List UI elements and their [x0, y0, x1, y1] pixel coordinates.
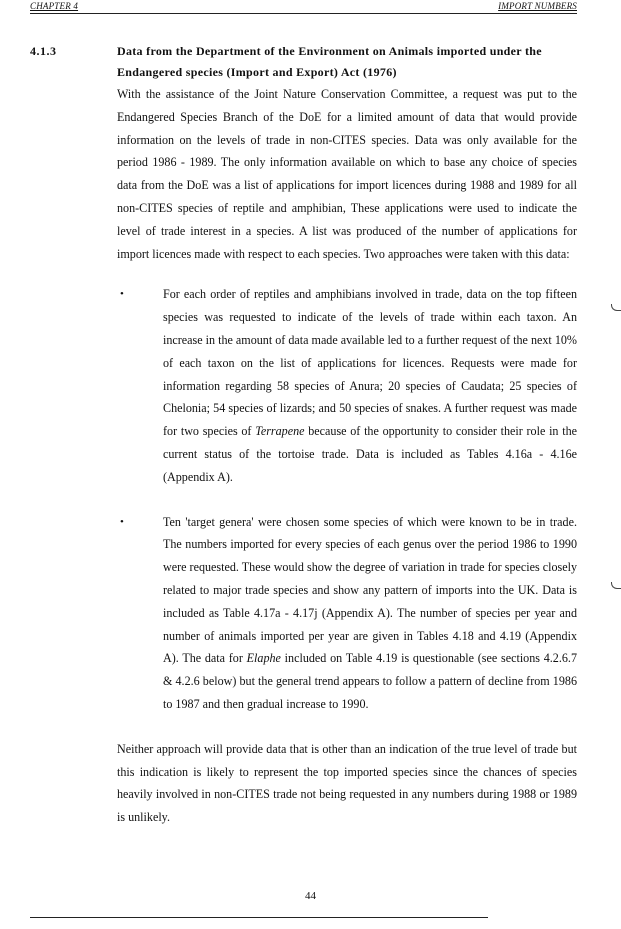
- bullet-text: because of the opportunity to consider their role in the current status of the tortoise trade. Data is included as Tables 4.16a - 4.16e (Appendix A).: [163, 424, 577, 484]
- intro-paragraph: With the assistance of the Joint Nature Conservation Committee, a request was put to the Endangered Species Branch of the DoE for a limited amount of data that would provide information on the levels of trade in non-CITES species. Data was only available for the period 1986 - 1989. The only information available on which to base any choice of species data from the DoE was a list of applications for import licences during 1988 and 1989 for all non-CITES species of reptile and amphibian, These applications were used to indicate the level of trade interest in a species. A list was produced of the number of applications for import licences made with respect to each species. Two approaches were taken with this data:: [117, 87, 577, 261]
- bullet-text: For each order of reptiles and amphibians involved in trade, data on the top fifteen species was requested to indicate of the levels of trade within each taxon. An increase in the amount of data made available led to a further request of the next 10% of each taxon on the list of applications for licences. Requests were made for information regarding 58 species of Anura; 20 species of Caudata; 25 species of Chelonia; 54 species of lizards; and 50 species of snakes. A further request was made for two species of: [163, 287, 577, 439]
- page-number: 44: [305, 889, 316, 902]
- section-heading: Data from the Department of the Environment on Animals imported under the Endangered species (Import and Export) Act (1976): [117, 44, 542, 79]
- bullet-item-1: [120, 283, 577, 488]
- section-number: 4.1.3: [30, 44, 57, 58]
- bullet-body: [163, 511, 577, 716]
- header-chapter: CHAPTER 4: [30, 1, 79, 11]
- page-footer: [30, 889, 577, 929]
- bullet-item-2: [120, 511, 577, 716]
- bullet-list: [120, 283, 577, 715]
- bullet-text: Ten 'target genera' were chosen some species of which were known to be in trade. The numbers imported for every species of each genus over the period 1986 to 1990 were requested. These would show the degree of variation in trade for species closely related to major trade species and show any pattern of imports into the UK. Data is included as Table 4.17a - 4.17j (Appendix A). The number of species per year and number of animals imported per year are given in Tables 4.18 and 4.19 (Appendix A). The data for: [163, 514, 577, 666]
- footer-rule: [30, 917, 488, 918]
- bullet-text: included on Table 4.19 is questionable (see sections 4.2.6.7 & 4.2.6 below) but the general trend appears to follow a pattern of decline from 1986 to 1987 and then gradual increase to 1990.: [163, 651, 577, 711]
- genus-name: Terrapene: [255, 424, 305, 439]
- bullet-marker: •: [120, 288, 124, 301]
- closing-paragraph: Neither approach will provide data that is other than an indication of the true level of trade but this indication is likely to represent the top imported species since the chances of species heavily involved in non-CITES trade not being requested in any numbers during 1988 or 1989 is unlikely.: [117, 741, 577, 825]
- bullet-marker: •: [120, 515, 124, 528]
- bullet-body: [163, 283, 577, 488]
- section-header: [30, 41, 577, 83]
- header-section-title: IMPORT NUMBERS: [498, 1, 577, 11]
- genus-name: Elaphe: [246, 651, 281, 666]
- running-header: [30, 0, 577, 14]
